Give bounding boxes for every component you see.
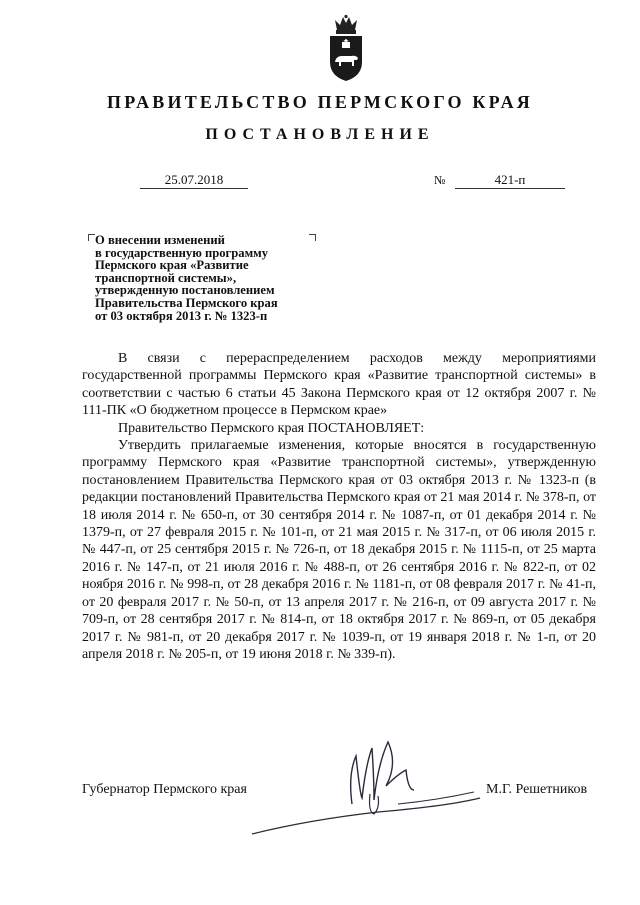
handwritten-signature-icon	[248, 734, 488, 844]
subject-line: Пермского края «Развитие	[95, 258, 249, 273]
subject-line: Правительства Пермского края	[95, 295, 278, 310]
subject-line: в государственную программу	[95, 245, 269, 260]
organization-title: ПРАВИТЕЛЬСТВО ПЕРМСКОГО КРАЯ	[107, 92, 533, 112]
subject-line: утвержденную постановлением	[95, 283, 275, 298]
document-type: ПОСТАНОВЛЕНИЕ	[205, 126, 435, 143]
perm-krai-coat-of-arms-icon	[327, 14, 365, 82]
subject-line: О внесении изменений	[95, 233, 225, 247]
body-paragraph: Утвердить прилагаемые изменения, которые вносятся в государственную программу Пермского края «Развитие транспортной системы», утвержденную постановлением Правительства Пермского края от 03 октября 2013 г. № 1323-п (в редакции постановлений Правительства Пермского края от 21 мая 2014 г. № 378-п, от 18 июля 2014 г. № 650-п, от 30 сентября 2014 г. № 1087-п, от 01 декабря 2014 г. № 1379-п, от 27 февраля 2015 г. № 101-п, от 21 мая 2015 г. № 317-п, от 06 июля 2015 г. № 447-п, от 25 сентября 2015 г. № 726-п, от 18 декабря 2015 г. № 1115-п, от 25 марта 2016 г. № 147-п, от 21 июля 2016 г. № 488-п, от 26 сентября 2016 г. № 822-п, от 02 ноября 2016 г. № 998-п, от 28 декабря 2016 г. № 1181-п, от 08 февраля 2017 г. № 41-п, от 20 февраля 2017 г. № 50-п, от 13 апреля 2017 г. № 216-п, от 09 августа 2017 г. № 709-п, от 28 сентября 2017 г. № 814-п, от 18 октября 2017 г. № 869-п, от 05 декабря 2017 г. № 981-п, от 20 декабря 2017 г. № 1039-п, от 19 января 2018 г. № 1-п, от 20 апреля 2018 г. № 205-п, от 19 июня 2018 г. № 339-п).	[82, 438, 596, 662]
subject-corner-mark-left	[88, 234, 95, 241]
document-date: 25.07.2018	[140, 172, 248, 189]
body-paragraph: В связи с перераспределением расходов между мероприятиями государственной программы Пермского края «Развитие транспортной системы» в соответствии с частью 6 статьи 45 Закона Пермского края от 12 октября 2007 г. № 111-ПК «О бюджетном процессе в Пермском крае»	[82, 351, 596, 419]
signer-position: Губернатор Пермского края	[82, 782, 247, 797]
subject-line: транспортной системы»,	[95, 270, 237, 285]
number-sign: №	[434, 173, 446, 187]
document-number: 421-п	[455, 172, 565, 189]
document-subject	[95, 234, 325, 322]
subject-line: от 03 октября 2013 г. № 1323-п	[95, 308, 268, 323]
signer-name: М.Г. Решетников	[486, 782, 588, 797]
document-body	[82, 350, 596, 663]
body-paragraph: Правительство Пермского края ПОСТАНОВЛЯЕТ:	[118, 420, 425, 436]
